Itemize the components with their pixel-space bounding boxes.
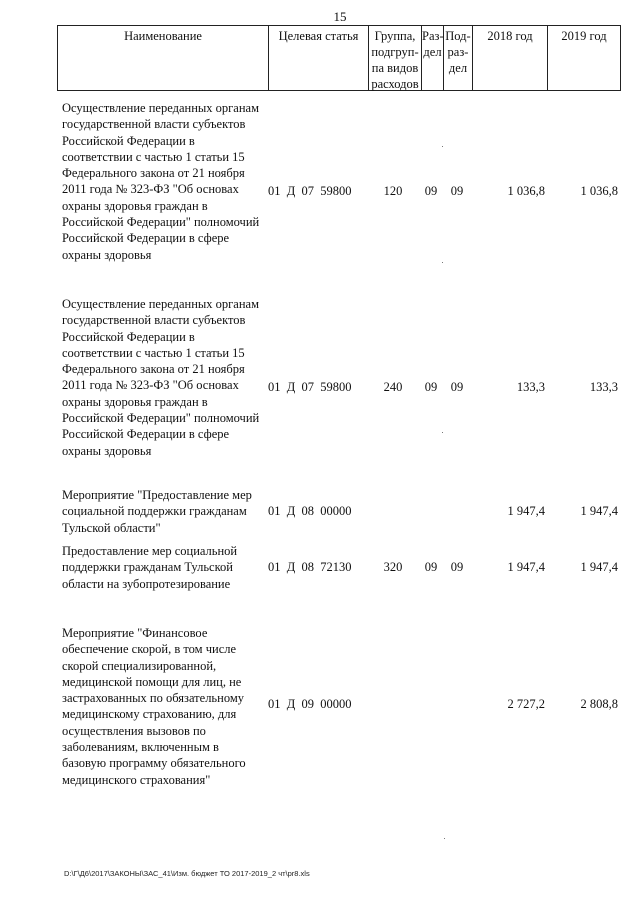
row-2018: 1 036,8 <box>507 184 545 198</box>
row-razdel: 09 <box>424 560 438 574</box>
row-target: 01 Д 07 59800 <box>268 380 352 394</box>
row-name: Предоставление мер социальной поддержки гражданам Тульской области на зубопротезирование <box>62 544 238 591</box>
header-razdel <box>421 26 443 90</box>
row-name: Осуществление переданных органам государственной власти субъектов Российской Федерации в соответствии с частью 1 статьи 15 Федерального закона от 21 ноября 2011 года № 323-ФЗ "Об основах охраны здоровья граждан в Российской Федерации" полномочий Российской Федерации в сфере охраны здоровья <box>62 297 260 458</box>
row-group: 320 <box>383 560 403 574</box>
header-target: Целевая статья <box>268 26 368 90</box>
table-row <box>57 100 621 280</box>
header-name: Наименование <box>124 29 202 43</box>
header-razdel-line: дел <box>423 45 442 59</box>
table-row <box>57 625 621 795</box>
row-target: 01 Д 08 72130 <box>268 560 352 574</box>
file-path-footer: D:\Г\Д6\2017\ЗАКОНЫ\ЗАС_41\Изм. бюджет ТО 2017-2019_2 чт\pr8.xls <box>64 869 310 878</box>
row-target: 01 Д 09 00000 <box>268 697 352 711</box>
row-name: Мероприятие "Предоставление мер социальной поддержки гражданам Тульской области" <box>62 488 252 535</box>
page-number: 15 <box>333 9 347 24</box>
row-2018: 133,3 <box>516 380 545 394</box>
row-2019: 1 947,4 <box>580 560 618 574</box>
header-razdel-line: Раз- <box>422 29 444 43</box>
scan-speck <box>442 432 443 433</box>
table-header <box>57 25 621 91</box>
scan-speck <box>444 838 445 839</box>
row-2018: 2 727,2 <box>507 697 545 711</box>
header-podrazdel-line: раз- <box>447 45 469 59</box>
row-name: Мероприятие "Финансовое обеспечение скорой, в том числе скорой специализированной, медицинской помощи для лиц, не застрахованных по обязательному медицинскому страхованию, для осуществления вызовов по заболеваниям, включенным в базовую программу обязательного медицинского страхования" <box>62 626 246 787</box>
row-podrazdel: 09 <box>450 560 464 574</box>
scan-speck <box>442 146 443 147</box>
header-podrazdel-line: дел <box>448 61 468 75</box>
row-target: 01 Д 07 59800 <box>268 184 352 198</box>
row-2019: 133,3 <box>589 380 618 394</box>
row-group: 120 <box>383 184 403 198</box>
table-row <box>57 487 621 537</box>
row-target: 01 Д 08 00000 <box>268 504 352 518</box>
row-2019: 2 808,8 <box>580 697 618 711</box>
scan-speck <box>442 262 443 263</box>
row-podrazdel: 09 <box>450 184 464 198</box>
row-2018: 1 947,4 <box>507 504 545 518</box>
header-group-line: Группа, <box>374 29 416 43</box>
header-2019: 2019 год <box>547 26 620 90</box>
header-group-line: расходов <box>371 77 419 91</box>
header-podrazdel <box>443 26 472 90</box>
row-podrazdel: 09 <box>450 380 464 394</box>
row-razdel: 09 <box>424 184 438 198</box>
row-group: 240 <box>383 380 403 394</box>
header-2018: 2018 год <box>472 26 547 90</box>
table-row <box>57 296 621 476</box>
header-group-line: па видов <box>371 61 419 75</box>
table-row <box>57 543 621 593</box>
row-razdel: 09 <box>424 380 438 394</box>
header-group <box>368 26 421 90</box>
row-2019: 1 947,4 <box>580 504 618 518</box>
row-name: Осуществление переданных органам государственной власти субъектов Российской Федерации в соответствии с частью 1 статьи 15 Федерального закона от 21 ноября 2011 года № 323-ФЗ "Об основах охраны здоровья граждан в Российской Федерации" полномочий Российской Федерации в сфере охраны здоровья <box>62 101 260 262</box>
header-group-line: подгруп- <box>371 45 419 59</box>
row-2018: 1 947,4 <box>507 560 545 574</box>
row-2019: 1 036,8 <box>580 184 618 198</box>
header-podrazdel-line: Под- <box>445 29 471 43</box>
